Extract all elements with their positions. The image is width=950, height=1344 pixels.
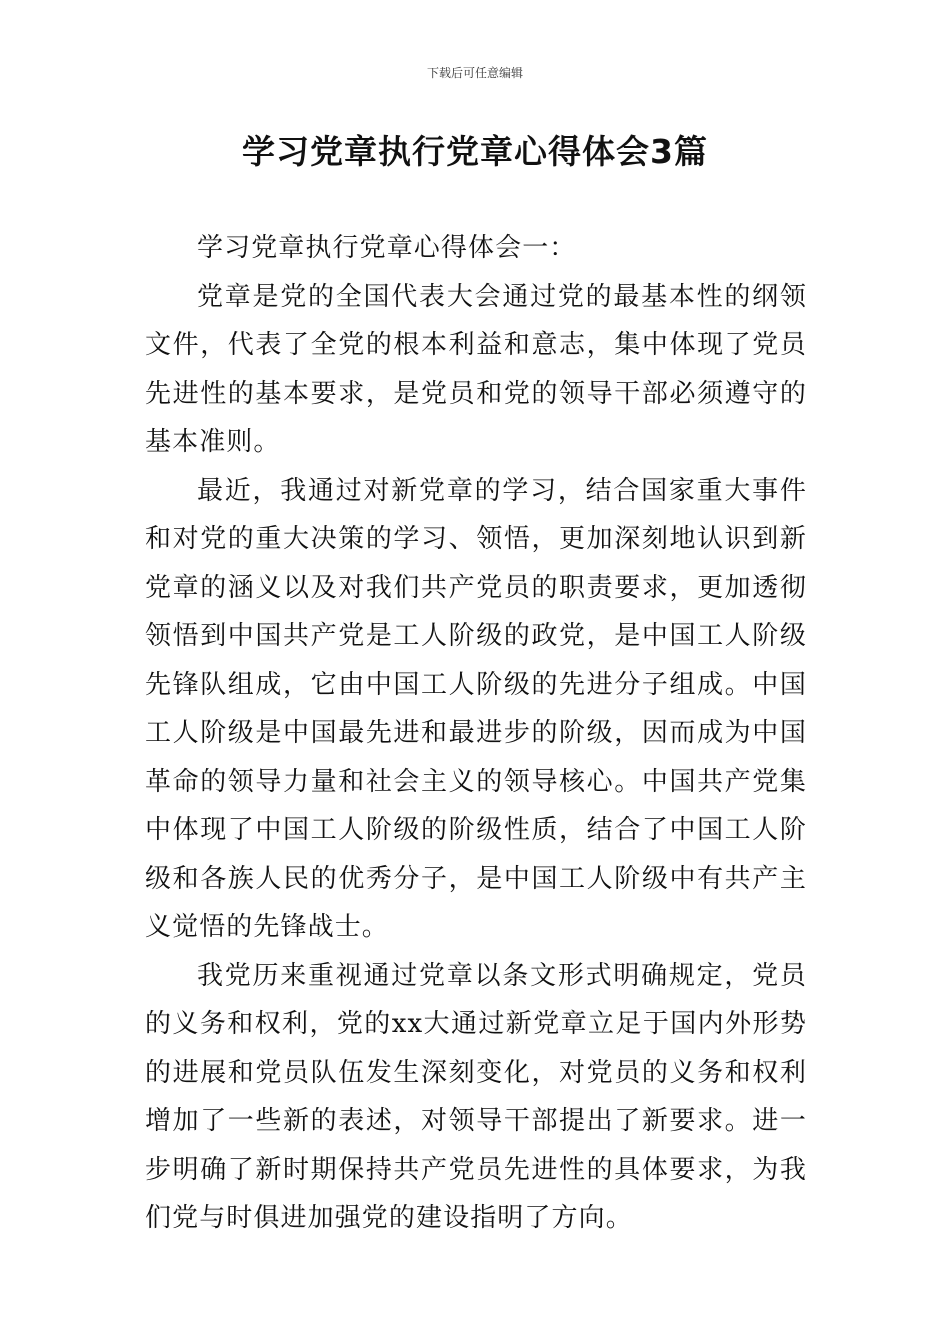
document-title: 学习党章执行党章心得体会3篇 [242, 132, 708, 171]
paragraph: 党章是党的全国代表大会通过党的最基本性的纲领文件，代表了全党的根本利益和意志，集中体现了党员先进性的基本要求，是党员和党的领导干部必须遵守的基本准则。 [145, 281, 807, 457]
document-body [145, 224, 807, 1243]
page-header-note: 下载后可任意编辑 [426, 66, 523, 80]
paragraph: 我党历来重视通过党章以条文形式明确规定，党员的义务和权利，党的xx大通过新党章立足于国内外形势的进展和党员队伍发生深刻变化，对党员的义务和权利增加了一些新的表述，对领导干部提出了新要求。进一步明确了新时期保持共产党员先进性的具体要求，为我们党与时俱进加强党的建设指明了方向。 [145, 960, 807, 1233]
paragraph-subheading: 学习党章执行党章心得体会一： [197, 233, 577, 263]
paragraph: 最近，我通过对新党章的学习，结合国家重大事件和对党的重大决策的学习、领悟，更加深刻地认识到新党章的涵义以及对我们共产党员的职责要求，更加透彻领悟到中国共产党是工人阶级的政党，是中国工人阶级先锋队组成，它由中国工人阶级的先进分子组成。中国工人阶级是中国最先进和最进步的阶级，因而成为中国革命的领导力量和社会主义的领导核心。中国共产党集中体现了中国工人阶级的阶级性质，结合了中国工人阶级和各族人民的优秀分子，是中国工人阶级中有共产主义觉悟的先锋战士。 [145, 475, 807, 942]
